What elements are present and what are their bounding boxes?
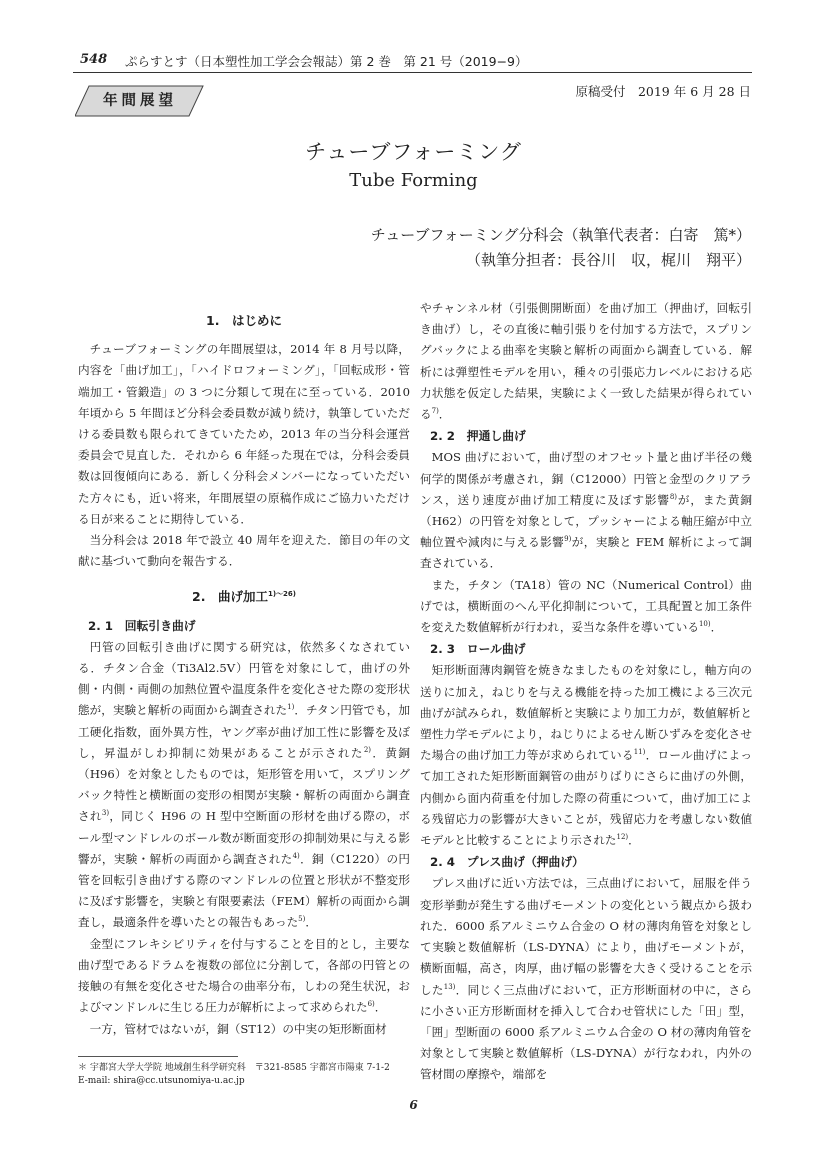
reference-mark: 1)～26)	[267, 590, 296, 599]
authors-secondary: （執筆分担者：長谷川 収，梶川 翔平）	[465, 251, 751, 269]
footnote-affiliation: ＊ 宇都宮大学大学院 地域創生科学研究科 〒321-8585 宇都宮市陽東 7-1-2	[78, 1063, 390, 1073]
paragraph	[420, 660, 752, 851]
reference-mark: 6)	[367, 1000, 375, 1009]
paragraph-text: が，実験と FEM 解析によって調査されている．	[420, 535, 752, 571]
reference-mark: 7)	[431, 407, 439, 416]
left-column	[78, 298, 410, 1040]
footnote-rule	[78, 1056, 238, 1057]
paragraph-text: ．同じく三点曲げにおいて，正方形断面材の中に，さらに小さい正方形断面材を挿入して合わせ管状にした「田」型，「囲」型断面の 6000 系アルミニウム合金の O 材の薄肉角管を対象として実験と数値解析（LS-DYNA）が行なわれ，内外の管材間の摩擦や，端部を	[420, 982, 752, 1082]
reference-mark: 3)	[101, 809, 110, 818]
paragraph-text: ．	[710, 620, 723, 635]
paragraph-text: ．黄銅（H96）を対象としたものでは，矩形管を用いて，スプリングバック特性と横断面の変形の相関が実験・解析の両面から調査され	[78, 745, 410, 824]
paragraph	[420, 873, 752, 1085]
reference-mark: 5)	[298, 915, 306, 924]
paragraph-text: ．	[374, 1000, 387, 1015]
paragraph-text: 矩形断面薄肉鋼管を焼きなましたものを対象にし，軸方向の送りに加え，ねじりを与える機能を持った加工機による三次元曲げが試みられ，数値解析と実験により加工力が，数値解析と塑性力学モデルにより，ねじりによるせん断ひずみを変化させた場合の曲げ加工力等が求められている	[420, 663, 752, 763]
paragraph	[420, 575, 752, 639]
authors-primary: チューブフォーミング分科会（執筆代表者：白寄 篤*）	[370, 226, 751, 244]
header-rule	[73, 72, 752, 73]
section-heading-text: 2. 曲げ加工	[192, 589, 268, 605]
paragraph-text: ．ロール曲げによって加工された矩形断面鋼管の曲がりばりにさらに曲げの外側，内側から面内荷重を付加した際の荷重について，曲げ加工による残留応力の影響が大きいことが，残留応力を考慮しない数値モデルと比較することにより示された	[420, 748, 752, 848]
reference-mark: 4)	[292, 852, 300, 861]
reference-mark: 9)	[564, 535, 572, 544]
paragraph: 当分科会は 2018 年で設立 40 周年を迎えた．節目の年の文献に基づいて動向を報告する．	[78, 533, 410, 569]
page-number: 548	[80, 52, 108, 67]
paragraph-text: 金型にフレキシビリティを付与することを目的とし，主要な曲げ型であるドラムを複数の部位に分割して，各部の円管との接触の有無を変化させた場合の曲率分布，しわの発生状況，およびマンドレルに生じる圧力が解析によって求められた	[78, 936, 410, 1015]
paragraph-text: MOS 曲げにおいて，曲げ型のオフセット量と曲げ半径の幾何学的関係が考慮され，銅（C12000）円管と金型のクリアランス，送り速度が曲げ加工精度に及ぼす影響	[420, 450, 752, 507]
category-tag-label: 年間展望	[103, 93, 177, 109]
paragraph-text: ，同じく H96 の H 型中空断面の形材を曲げる際の，ボール型マンドレルのボール数が断面変形の抑制効果に与える影響が，実験・解析の両面から調査された	[78, 809, 410, 866]
reference-mark: 13)	[443, 982, 456, 991]
paragraph-text: ．チタン円管でも，加工硬化指数，面外異方性，ヤング率が曲げ加工性に影響を及ぼし，昇温がしわ抑制に効果があることが示された	[78, 703, 410, 760]
paragraph-text: また，チタン（TA18）管の NC（Numerical Control）曲げでは，横断面のへん平化抑制について，工具配置と加工条件を変えた数値解析が行われ，妥当な条件を導いている	[420, 577, 752, 635]
paragraph-text: ．	[628, 833, 640, 848]
paragraph-text: ．	[438, 407, 451, 422]
category-tag	[75, 84, 205, 118]
reference-mark: 2)	[363, 746, 371, 754]
subsection-heading: 2. 3 ロール曲げ	[430, 642, 526, 657]
paragraph: チューブフォーミングの年間展望は，2014 年 8 月号以降，内容を「曲げ加工」，「ハイドロフォーミング」，「回転成形・管端加工・管鍛造」の 3 つに分類して現在に至っている．2010 年頃から 5 年間ほど分科会委員数が減り続け，執筆していただける委員数も限られてきていたため，2013 年の当分科会運営委員会で見直した．それから 6 年経った現在では，分科会委員数は回復傾向にある．新しく分科会メンバーになっていただいた方々にも，近い将来，年間展望の原稿作成にご協力いただける日が来ることに期待している．	[78, 342, 410, 526]
subsection-heading: 2. 4 プレス曲げ（押曲げ）	[430, 855, 584, 870]
subsection-heading: 2. 2 押通し曲げ	[430, 429, 526, 444]
reference-mark: 10)	[698, 620, 711, 629]
reference-mark: 8)	[669, 492, 678, 501]
footnote-email: E-mail: shira@cc.utsunomiya-u.ac.jp	[78, 1076, 245, 1086]
reference-mark: 12)	[616, 833, 629, 842]
folio-number: 6	[409, 1098, 418, 1112]
paragraph-text: プレス曲げに近い方法では，三点曲げにおいて，屈服を伴う変形挙動が発生する曲げモーメントの変化という観点から扱われた．6000 系アルミニウム合金の O 材の薄肉角管を対象として実験と数値解析（LS-DYNA）により，曲げモーメントが，横断面幅，高さ，肉厚，曲げ幅の影響を大きく受けることを示した	[420, 876, 752, 997]
right-column	[420, 298, 752, 1086]
reference-mark: 1)	[287, 703, 295, 712]
subsection-heading: 2. 1 回転引き曲げ	[88, 618, 196, 633]
section-heading	[78, 586, 410, 607]
title-japanese: チューブフォーミング	[305, 140, 522, 164]
paragraph	[420, 298, 752, 425]
title-english: Tube Forming	[349, 170, 478, 191]
paragraph	[78, 934, 410, 1019]
section-heading: 1. はじめに	[206, 313, 282, 328]
paragraph-text: やチャンネル材（引張側開断面）を曲げ加工（押曲げ，回転引き曲げ）し，その直後に軸引張りを付加する方法で，スプリングバックによる曲率を実験と解析の両面から調査している．解析には弾塑性モデルを用い，種々の引張応力レベルにおける応力状態を仮定した結果，実験によく一致した結果が得られている	[420, 301, 752, 422]
received-date: 原稿受付 2019 年 6 月 28 日	[575, 84, 751, 99]
paragraph	[420, 447, 752, 574]
paragraph-text: ．	[305, 915, 317, 930]
reference-mark: 11)	[633, 748, 646, 757]
journal-header: ぷらすとす（日本塑性加工学会会報誌）第 2 巻 第 21 号（2019−9）	[125, 54, 528, 69]
paragraph	[78, 637, 410, 934]
paragraph-text: が，また黄銅（H62）の円管を対象として，プッシャーによる軸圧縮が中立軸位置や減肉に与える影響	[420, 492, 752, 550]
paragraph-text: 円管の回転引き曲げに関する研究は，依然多くなされている．チタン合金（Ti3Al2.5V）円管を対象にして，曲げの外側・内側・両側の加熱位置や温度条件を変化させた際の変形状態が，実験と解析の両面から調査された	[78, 639, 410, 718]
paragraph-text: ．銅（C1220）の円管を回転引き曲げする際のマンドレルの位置と形状が不整変形に及ぼす影響を，実験と有限要素法（FEM）解析の両面から調査し，最適条件を導いたとの報告もあった	[78, 851, 410, 930]
paragraph: 一方，管材ではないが，銅（ST12）の中実の矩形断面材	[89, 1021, 387, 1036]
